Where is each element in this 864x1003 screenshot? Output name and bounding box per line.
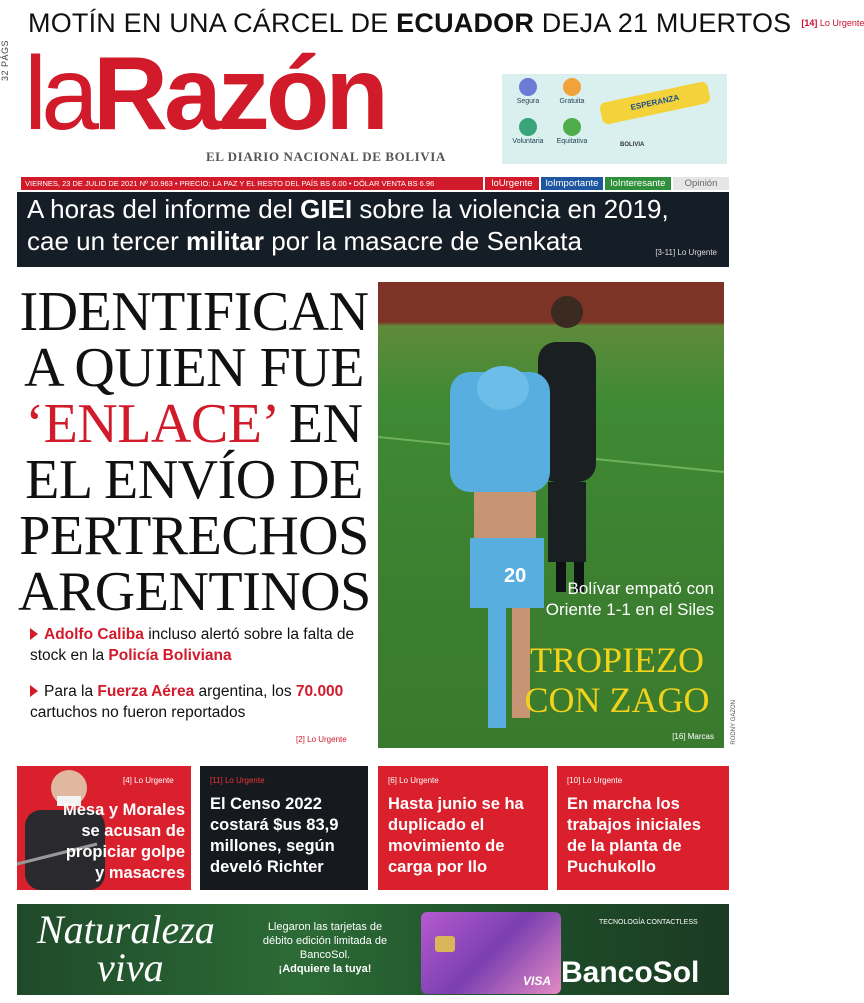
main-headline[interactable]: IDENTIFICAN A QUIEN FUE ‘ENLACE’ EN EL ENVÍO DE PERTRECHOS ARGENTINOS: [18, 281, 371, 623]
shield-icon: Segura: [508, 78, 548, 105]
banner-line-1: A horas del informe del GIEI sobre la violencia en 2019,: [27, 194, 669, 224]
section-tab-lo-urgente[interactable]: loUrgente: [485, 177, 539, 190]
debit-card-image: [421, 912, 561, 994]
story-card-ilo[interactable]: [378, 766, 548, 890]
photo-ref: [16] Marcas: [672, 732, 714, 741]
card-ref: [11] Lo Urgente: [210, 776, 265, 785]
government-seal: BOLIVIA: [620, 142, 645, 148]
main-bullet-1: Adolfo Caliba incluso alertó sobre la falta de stock en la Policía Boliviana: [30, 626, 355, 664]
photo-caption: Bolívar empató con Oriente 1-1 en el Siles: [545, 579, 714, 619]
teaser-headline: MOTÍN EN UNA CÁRCEL DE ECUADOR DEJA 21 MUERTOS: [28, 7, 792, 38]
bancosol-logo: BancoSol: [561, 956, 700, 989]
card-ref: [10] Lo Urgente: [567, 776, 623, 785]
card-ref: [4] Lo Urgente: [123, 776, 174, 785]
story-card-censo[interactable]: [200, 766, 368, 890]
card-headline: Mesa y Morales se acusan de propiciar golpe y masacres: [63, 801, 185, 882]
triangle-bullet-icon: [30, 685, 38, 697]
card-headline: El Censo 2022 costará $us 83,9 millones, según develó Richter: [210, 795, 339, 876]
vaccine-ad[interactable]: [502, 74, 727, 164]
gift-icon: Gratuita: [552, 78, 592, 105]
section-tab-lo-interesante[interactable]: loInteresante: [605, 177, 671, 190]
teaser-ref: [14] Lo Urgente: [801, 18, 864, 28]
story-card-mesa-morales[interactable]: [17, 766, 191, 890]
syringe-icon: ESPERANZA: [599, 81, 711, 125]
newspaper-logo[interactable]: laRazón: [24, 36, 385, 152]
ad-title-2: viva: [97, 945, 164, 990]
scale-icon: Equitativa: [552, 118, 592, 145]
photo-headline: TROPIEZO CON ZAGO: [524, 640, 710, 720]
hand-icon: Voluntaria: [508, 118, 548, 145]
sports-photo[interactable]: [378, 282, 724, 748]
main-bullet-2: Para la Fuerza Aérea argentina, los 70.000 cartuchos no fueron reportados: [30, 683, 344, 721]
bancosol-ad[interactable]: [17, 904, 729, 995]
card-headline: En marcha los trabajos iniciales de la planta de Puchukollo: [567, 795, 701, 876]
banner-ref: [3-11] Lo Urgente: [655, 248, 717, 257]
card-chip-icon: [435, 936, 455, 952]
photo-credit: RODNY GAZÓN: [731, 700, 737, 745]
main-story-ref: [2] Lo Urgente: [296, 735, 347, 744]
section-tab-lo-importante[interactable]: loImportante: [541, 177, 603, 190]
top-teaser[interactable]: [28, 6, 864, 40]
visa-logo: VISA: [522, 974, 551, 988]
top-banner-story[interactable]: [17, 192, 729, 267]
page-count: 32 PÁGS: [0, 39, 10, 81]
tagline: EL DIARIO NACIONAL DE BOLIVIA: [206, 149, 446, 164]
ad-title-1: Naturaleza: [37, 907, 215, 952]
dateline: VIERNES, 23 DE JULIO DE 2021 Nº 10.963 • PRECIO: LA PAZ Y EL RESTO DEL PAÍS BS 6.00 • DÓLAR VENTA BS 6.96: [21, 177, 483, 190]
svg-text:20: 20: [504, 565, 527, 587]
contactless-badge: TECNOLOGÍA CONTACTLESS: [599, 919, 698, 926]
ad-message: Llegaron las tarjetas de débito edición limitada de BancoSol. ¡Adquiere la tuya!: [262, 921, 388, 975]
story-card-puchukollo[interactable]: [557, 766, 729, 890]
section-tab-opinion[interactable]: Opinión: [673, 177, 729, 190]
card-headline: Hasta junio se ha duplicado el movimiento de carga por Ilo: [388, 795, 524, 876]
card-ref: [6] Lo Urgente: [388, 776, 439, 785]
banner-line-2: cae un tercer militar por la masacre de Senkata: [27, 226, 582, 256]
triangle-bullet-icon: [30, 628, 38, 640]
